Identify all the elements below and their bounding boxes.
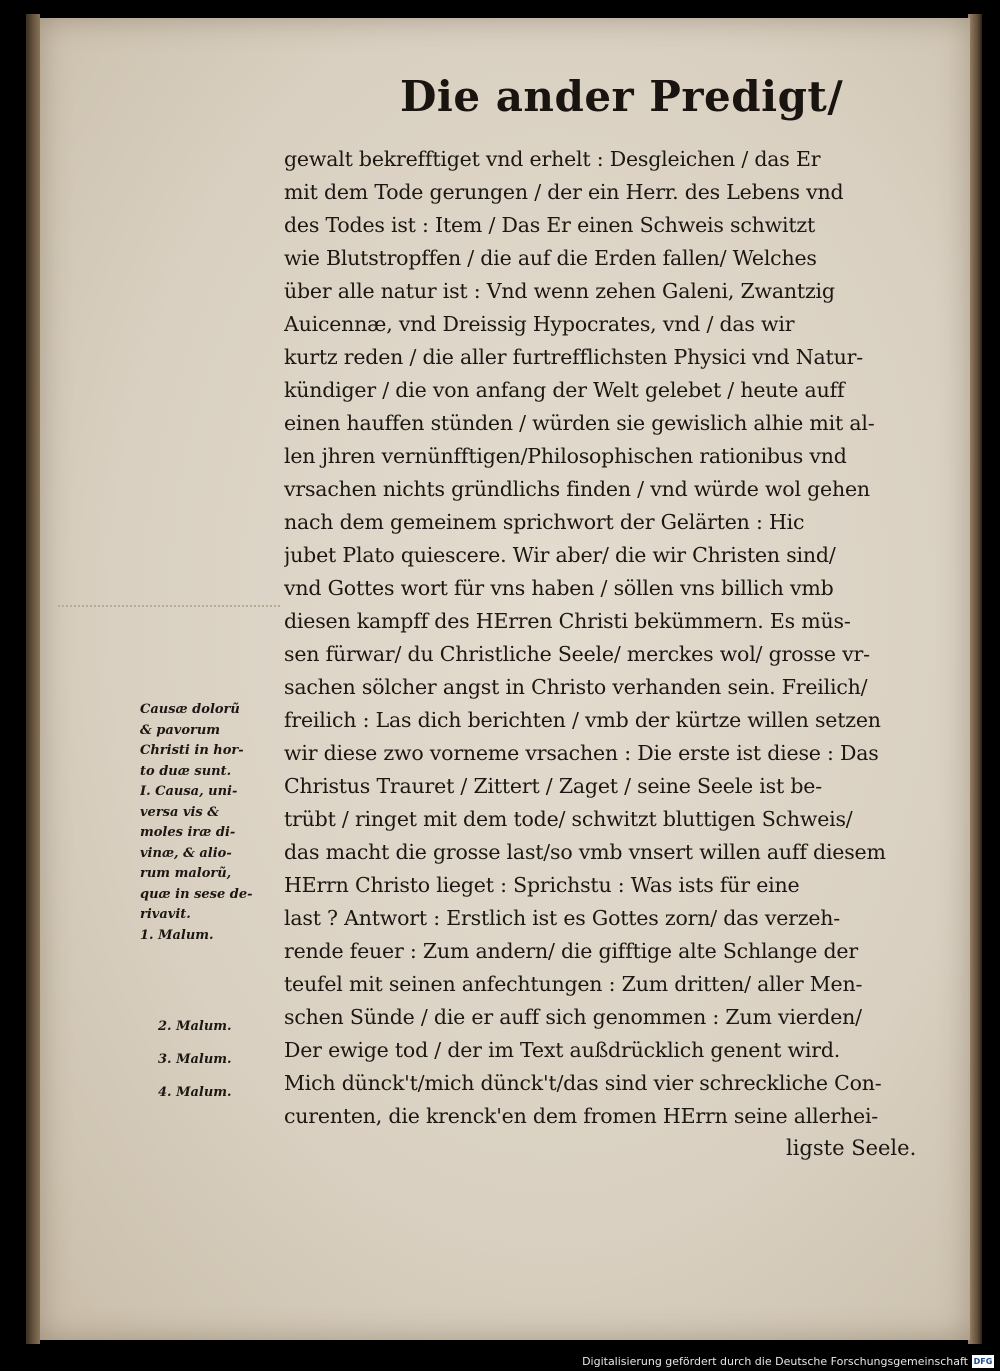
margin-note-line: moles iræ di- [140, 825, 236, 840]
text-line: jubet Plato quiescere. Wir aber/ die wir Christen sind/ [284, 543, 836, 567]
margin-note-line: & pavorum [140, 722, 221, 738]
text-line: wir diese zwo vorneme vrsachen : Die erste ist diese : Das [284, 741, 879, 765]
text-line: HErrn Christo lieget : Sprichstu : Was ists für eine [284, 873, 800, 897]
margin-note-line: 1. Malum. [140, 927, 214, 943]
text-line: len jhren vernünfftigen/Philosophischen rationibus vnd [284, 444, 847, 468]
text-line: mit dem Tode gerungen / der ein Herr. des Lebens vnd [284, 180, 844, 204]
text-line: Christus Trauret / Zittert / Zaget / seine Seele ist be- [284, 774, 822, 798]
text-line: vnd Gottes wort für vns haben / söllen vns billich vmb [284, 576, 834, 600]
text-line: nach dem gemeinem sprichwort der Gelärten : Hic [284, 510, 805, 534]
text-line: wie Blutstropffen / die auf die Erden fallen/ Welches [284, 246, 817, 270]
text-line: freilich : Las dich berichten / vmb der kürtze willen setzen [284, 708, 881, 732]
catchword: ligste Seele. [786, 1136, 917, 1160]
margin-note [140, 700, 272, 946]
text-line: einen hauffen stünden / würden sie gewislich alhie mit al- [284, 411, 875, 435]
margin-note-line: quæ in sese de- [140, 886, 253, 902]
dfg-logo: DFG [973, 1357, 993, 1366]
text-line: curenten, die krenck'en dem fromen HErrn seine allerhei- [284, 1104, 879, 1128]
text-line: das macht die grosse last/so vmb vnsert willen auff diesem [284, 840, 886, 864]
text-line: gewalt bekrefftiget vnd erhelt : Desgleichen / das Er [284, 147, 821, 171]
text-line: schen Sünde / die er auff sich genommen : Zum vierden/ [284, 1005, 862, 1029]
footer-credit: Digitalisierung gefördert durch die Deutsche Forschungsgemeinschaft [582, 1355, 968, 1368]
margin-note-line: Causæ dolorũ [140, 702, 240, 717]
text-line: sen fürwar/ du Christliche Seele/ merckes wol/ grosse vr- [284, 642, 870, 666]
text-line: sachen sölcher angst in Christo verhanden sein. Freilich/ [284, 675, 868, 699]
margin-note-line: rum malorũ, [140, 866, 232, 881]
text-line: über alle natur ist : Vnd wenn zehen Galeni, Zwantzig [284, 279, 835, 303]
text-line: trübt / ringet mit dem tode/ schwitzt bluttigen Schweis/ [284, 807, 853, 831]
text-line: Mich dünck't/mich dünck't/das sind vier schreckliche Con- [284, 1071, 882, 1095]
text-line: rende feuer : Zum andern/ die gifftige alte Schlange der [284, 939, 858, 963]
text-line: teufel mit seinen anfechtungen : Zum dritten/ aller Men- [284, 972, 863, 996]
margin-note-line: I. Causa, uni- [140, 784, 238, 799]
text-line: last ? Antwort : Erstlich ist es Gottes zorn/ das verzeh- [284, 906, 840, 930]
running-head: Die ander Predigt/ [400, 72, 844, 121]
malum-labels [158, 1010, 232, 1109]
malum-label: 4. Malum. [158, 1085, 232, 1100]
margin-note-line: versa vis & [140, 804, 220, 820]
body-text [284, 143, 934, 1133]
margin-note-line: rivavit. [140, 907, 191, 922]
text-line: diesen kampff des HErren Christi bekümmern. Es müs- [284, 609, 851, 633]
margin-note-line: to duæ sunt. [140, 763, 232, 779]
text-line: Der ewige tod / der im Text außdrücklich genent wird. [284, 1038, 841, 1062]
margin-dotted-rule [58, 605, 280, 607]
page-edge-right [968, 14, 982, 1344]
text-line: kündiger / die von anfang der Welt gelebet / heute auff [284, 378, 845, 402]
page-edge-left [26, 14, 40, 1344]
malum-label: 3. Malum. [158, 1052, 232, 1067]
text-line: des Todes ist : Item / Das Er einen Schweis schwitzt [284, 213, 816, 237]
text-line: Auicennæ, vnd Dreissig Hypocrates, vnd / das wir [284, 312, 795, 336]
text-line: vrsachen nichts gründlichs finden / vnd würde wol gehen [284, 477, 870, 501]
margin-note-line: Christi in hor- [140, 743, 244, 758]
margin-note-line: vinæ, & alio- [140, 845, 232, 861]
text-line: kurtz reden / die aller furtrefflichsten Physici vnd Natur- [284, 345, 863, 369]
malum-label: 2. Malum. [158, 1019, 232, 1034]
